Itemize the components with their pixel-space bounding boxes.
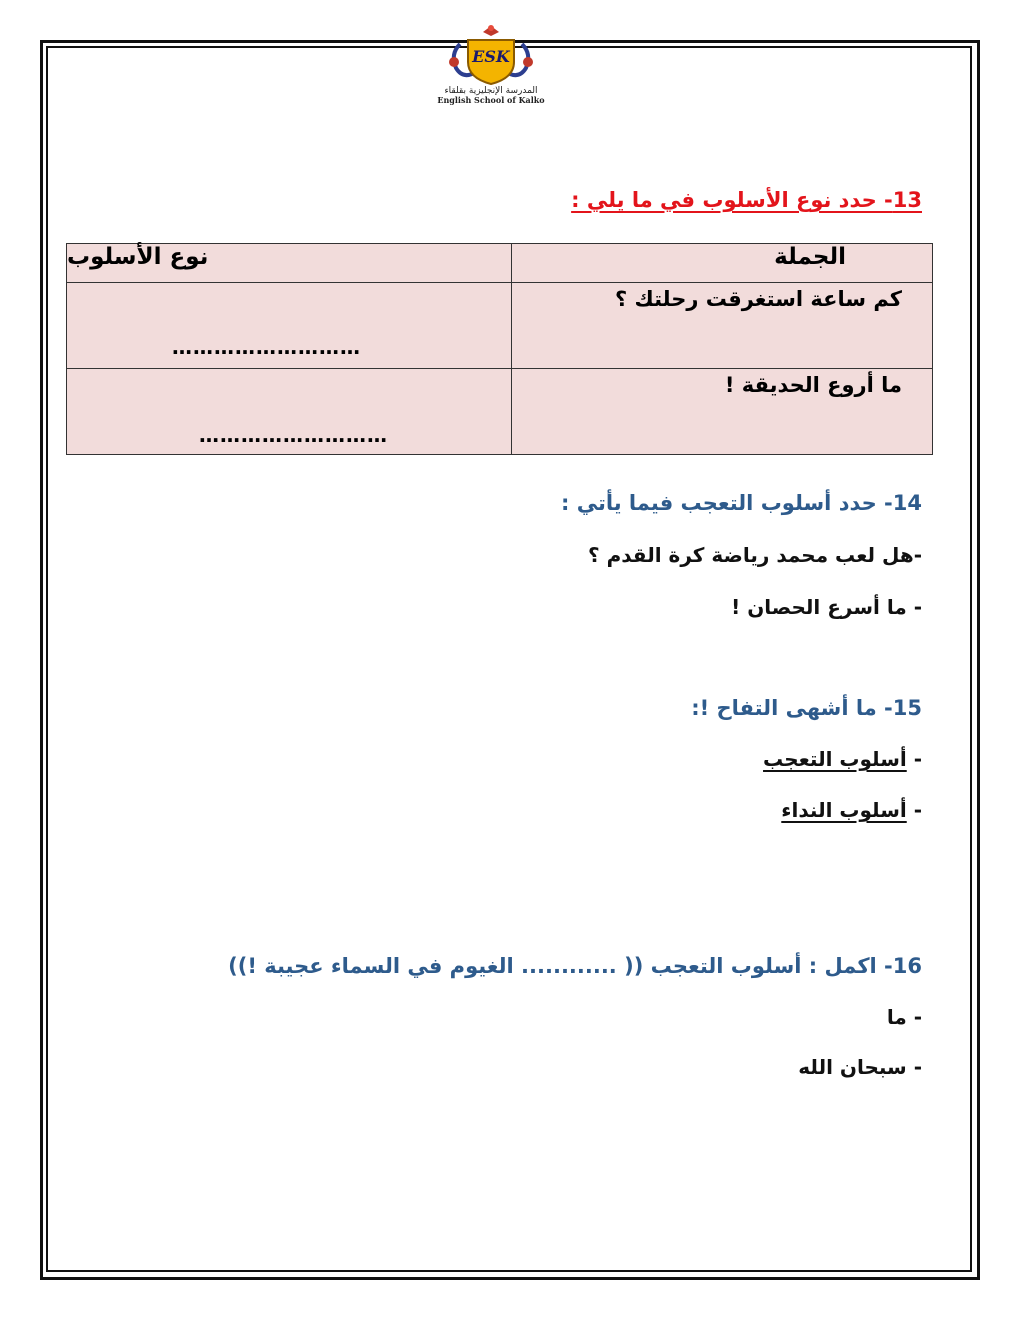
sentence-cell: ما أروع الحديقة ! bbox=[512, 369, 933, 455]
logo-caption-arabic: المدرسة الإنجليزية بقلقاء bbox=[444, 86, 538, 96]
option-dash: - bbox=[906, 798, 922, 822]
logo-caption-english: English School of Kalko bbox=[437, 95, 545, 105]
question-16-item: - سبحان الله bbox=[798, 1055, 922, 1079]
question-16-title: 16- اكمل : أسلوب التعجب (( ............ الغيوم في السماء عجيبة !)) bbox=[228, 954, 922, 978]
option-dash: - bbox=[906, 747, 922, 771]
question-15-option[interactable] bbox=[763, 747, 922, 771]
question-13-title: 13- حدد نوع الأسلوب في ما يلي : bbox=[571, 188, 922, 212]
question-14-item: -هل لعب محمد رياضة كرة القدم ؟ bbox=[588, 543, 922, 567]
table-row bbox=[67, 283, 933, 369]
header-sentence: الجملة bbox=[512, 244, 933, 283]
table-row bbox=[67, 369, 933, 455]
svg-text:ESK: ESK bbox=[472, 47, 510, 66]
table-header-row bbox=[67, 244, 933, 283]
school-logo bbox=[432, 22, 550, 105]
question-14-item: - ما أسرع الحصان ! bbox=[731, 595, 922, 619]
answer-blank[interactable]: ……………………… bbox=[199, 423, 388, 447]
option-label[interactable]: أسلوب التعجب bbox=[763, 747, 907, 771]
style-type-table bbox=[66, 243, 933, 455]
school-crest-icon bbox=[432, 22, 550, 88]
answer-cell[interactable] bbox=[67, 369, 512, 455]
question-14-title: 14- حدد أسلوب التعجب فيما يأتي : bbox=[560, 491, 922, 515]
question-16-item: - ما bbox=[886, 1005, 922, 1029]
question-15-title: 15- ما أشهى التفاح !: bbox=[691, 696, 922, 720]
header-style-type: نوع الأسلوب bbox=[67, 244, 512, 283]
question-15-option[interactable] bbox=[781, 798, 922, 822]
answer-cell[interactable] bbox=[67, 283, 512, 369]
option-label[interactable]: أسلوب النداء bbox=[781, 798, 907, 822]
page-border-inner bbox=[46, 46, 972, 1272]
sentence-cell: كم ساعة استغرقت رحلتك ؟ bbox=[512, 283, 933, 369]
answer-blank[interactable]: ……………………… bbox=[172, 335, 361, 359]
